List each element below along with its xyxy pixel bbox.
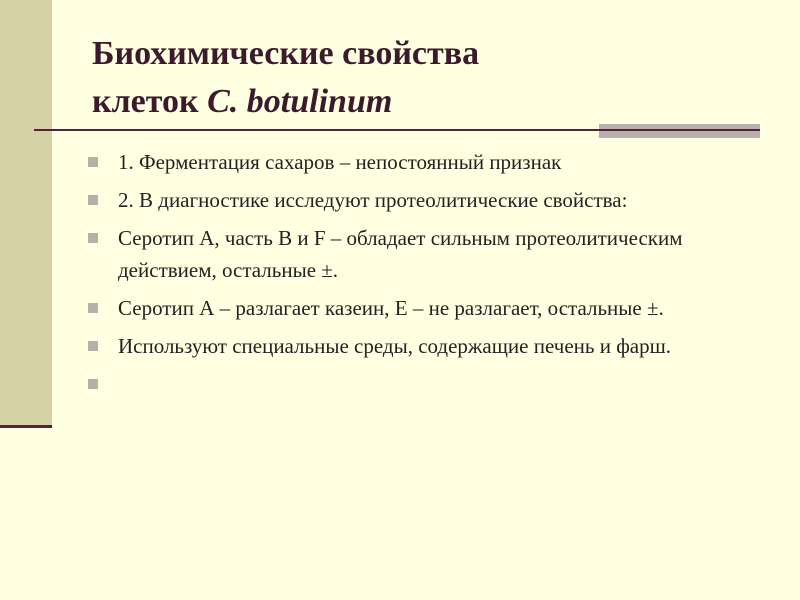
square-bullet-icon [88,303,98,313]
bullet-text [118,368,768,400]
square-bullet-icon [88,233,98,243]
square-bullet-icon [88,195,98,205]
left-decorative-band [0,0,52,427]
title-divider-block [599,124,760,138]
title-line-1: Биохимические свойства [92,35,480,72]
bullet-item [88,292,768,324]
bullet-item [88,146,768,178]
bullet-list [88,146,768,406]
title-divider-line [34,129,599,131]
bullet-text: Используют специальные среды, содержащие печень и фарш. [118,334,672,358]
square-bullet-icon [88,157,98,167]
bullet-item [88,330,768,362]
bullet-item-empty [88,368,768,400]
bullet-text: 1. Ферментация сахаров – непостоянный признак [118,150,562,174]
bullet-text: Серотип А – разлагает казеин, Е – не разлагает, остальные ±. [118,296,664,320]
square-bullet-icon [88,341,98,351]
bullet-text: 2. В диагностике исследуют протеолитические свойства: [118,188,628,212]
slide-title [92,30,772,126]
square-bullet-icon [88,379,98,389]
bullet-item [88,184,768,216]
left-band-accent-line [0,425,52,428]
bullet-text: Серотип А, часть В и F – обладает сильным протеолитическим действием, остальные ±. [118,226,683,282]
bullet-item [88,222,768,286]
title-organism-name: C. botulinum [207,83,393,120]
title-line-2-prefix: клеток [92,83,208,120]
title-line-2 [92,78,772,126]
